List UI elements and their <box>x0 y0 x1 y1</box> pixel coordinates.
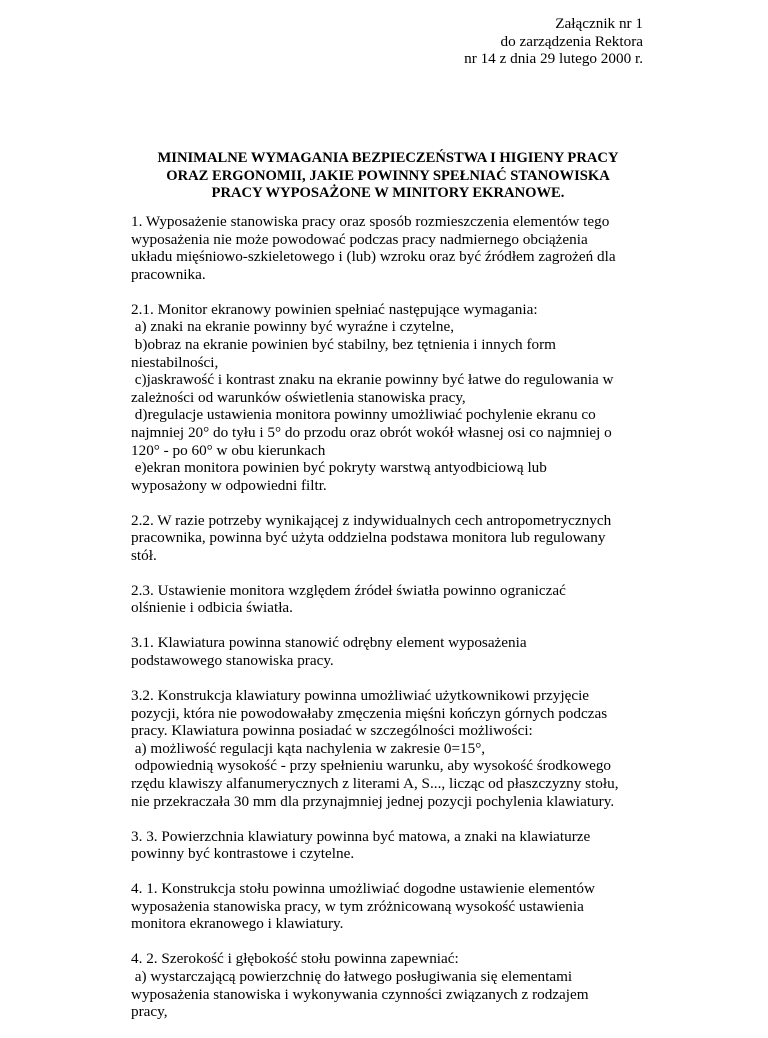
paragraph-line: 120° - po 60° w obu kierunkach <box>131 441 326 459</box>
paragraph-line: pracownika. <box>131 265 206 283</box>
paragraph-line: niestabilności, <box>131 353 219 371</box>
paragraph-line: wyposażony w odpowiedni filtr. <box>131 476 327 494</box>
paragraph-line: a) znaki na ekranie powinny być wyraźne i czytelne, <box>131 318 455 336</box>
document-body <box>131 213 651 1038</box>
paragraph <box>131 213 651 283</box>
paragraph-line: 4. 2. Szerokość i głębokość stołu powinna zapewniać: <box>131 950 459 968</box>
paragraph <box>131 950 651 1020</box>
paragraph-line: układu mięśniowo-szkieletowego i (lub) wzroku oraz być źródłem zagrożeń dla <box>131 248 616 266</box>
paragraph-line: pracy, <box>131 1003 168 1021</box>
paragraph-line: odpowiednią wysokość - przy spełnieniu warunku, aby wysokość środkowego <box>131 757 612 775</box>
paragraph-line: podstawowego stanowiska pracy. <box>131 652 334 670</box>
paragraph-line: c)jaskrawość i kontrast znaku na ekranie powinny być łatwe do regulowania w <box>131 371 614 389</box>
paragraph-line: 4. 1. Konstrukcja stołu powinna umożliwiać dogodne ustawienie elementów <box>131 880 595 898</box>
title-line-1: MINIMALNE WYMAGANIA BEZPIECZEŃSTWA I HIGIENY PRACY <box>157 150 619 166</box>
paragraph-line: monitora ekranowego i klawiatury. <box>131 915 344 933</box>
paragraph <box>131 301 651 495</box>
paragraph-line: 2.2. W razie potrzeby wynikającej z indywidualnych cech antropometrycznych <box>131 511 612 529</box>
paragraph-line: zależności od warunków oświetlenia stanowiska pracy, <box>131 388 466 406</box>
paragraph-line: a) wystarczającą powierzchnię do łatwego posługiwania się elementami <box>131 967 573 985</box>
paragraph <box>131 634 651 669</box>
paragraph-line: 3.2. Konstrukcja klawiatury powinna umożliwiać użytkownikowi przyjęcie <box>131 687 590 705</box>
title-line-3: PRACY WYPOSAŻONE W MINITORY EKRANOWE. <box>211 185 565 202</box>
paragraph-line: nie przekraczała 30 mm dla przynajmniej jednej pozycji pochylenia klawiatury. <box>131 792 615 810</box>
paragraph-line: b)obraz na ekranie powinien być stabilny, bez tętnienia i innych form <box>131 335 556 353</box>
paragraph <box>131 880 651 933</box>
paragraph-line: pracownika, powinna być użyta oddzielna podstawa monitora lub regulowany <box>131 529 606 547</box>
paragraph-line: wyposażenia nie może powodować podczas pracy nadmiernego obciążenia <box>131 230 588 248</box>
paragraph-line: 2.3. Ustawienie monitora względem źródeł światła powinno ograniczać <box>131 581 566 599</box>
paragraph-line: pracy. Klawiatura powinna posiadać w szczególności możliwości: <box>131 722 533 740</box>
paragraph-line: a) możliwość regulacji kąta nachylenia w zakresie 0=15°, <box>131 739 486 757</box>
annex-line-3: nr 14 z dnia 29 lutego 2000 r. <box>464 50 643 68</box>
title-line-2: ORAZ ERGONOMII, JAKIE POWINNY SPEŁNIAĆ STANOWISKA <box>166 167 610 184</box>
paragraph <box>131 828 651 863</box>
annex-line-1: Załącznik nr 1 <box>555 15 643 32</box>
paragraph-line: pozycji, która nie powodowałaby zmęczenia mięśni kończyn górnych podczas <box>131 704 608 722</box>
document-title <box>130 150 646 203</box>
paragraph-line: najmniej 20° do tyłu i 5° do przodu oraz obrót wokół własnej osi co najmniej o <box>131 423 612 441</box>
paragraph-line: e)ekran monitora powinien być pokryty warstwą antyodbiciową lub <box>131 459 547 477</box>
paragraph-line: 2.1. Monitor ekranowy powinien spełniać następujące wymagania: <box>131 300 538 318</box>
paragraph <box>131 687 651 810</box>
paragraph <box>131 512 651 565</box>
paragraph-line: wyposażenia stanowiska i wykonywania czynności związanych z rodzajem <box>131 985 589 1003</box>
paragraph-line: 1. Wyposażenie stanowiska pracy oraz sposób rozmieszczenia elementów tego <box>131 213 610 230</box>
paragraph-line: olśnienie i odbicia światła. <box>131 599 293 617</box>
paragraph <box>131 582 651 617</box>
paragraph-line: powinny być kontrastowe i czytelne. <box>131 845 355 863</box>
paragraph-line: 3.1. Klawiatura powinna stanowić odrębny element wyposażenia <box>131 634 527 652</box>
annex-line-2: do zarządzenia Rektora <box>500 32 643 50</box>
paragraph-line: 3. 3. Powierzchnia klawiatury powinna być matowa, a znaki na klawiaturze <box>131 827 591 845</box>
paragraph-line: wyposażenia stanowiska pracy, w tym zróżnicowaną wysokość ustawienia <box>131 897 584 915</box>
paragraph-line: rzędu klawiszy alfanumerycznych z literami A, S..., licząc od płaszczyzny stołu, <box>131 774 619 792</box>
paragraph-line: stół. <box>131 546 157 564</box>
paragraph-line: d)regulacje ustawienia monitora powinny umożliwiać pochylenie ekranu co <box>131 406 596 424</box>
annex-header <box>464 15 643 68</box>
